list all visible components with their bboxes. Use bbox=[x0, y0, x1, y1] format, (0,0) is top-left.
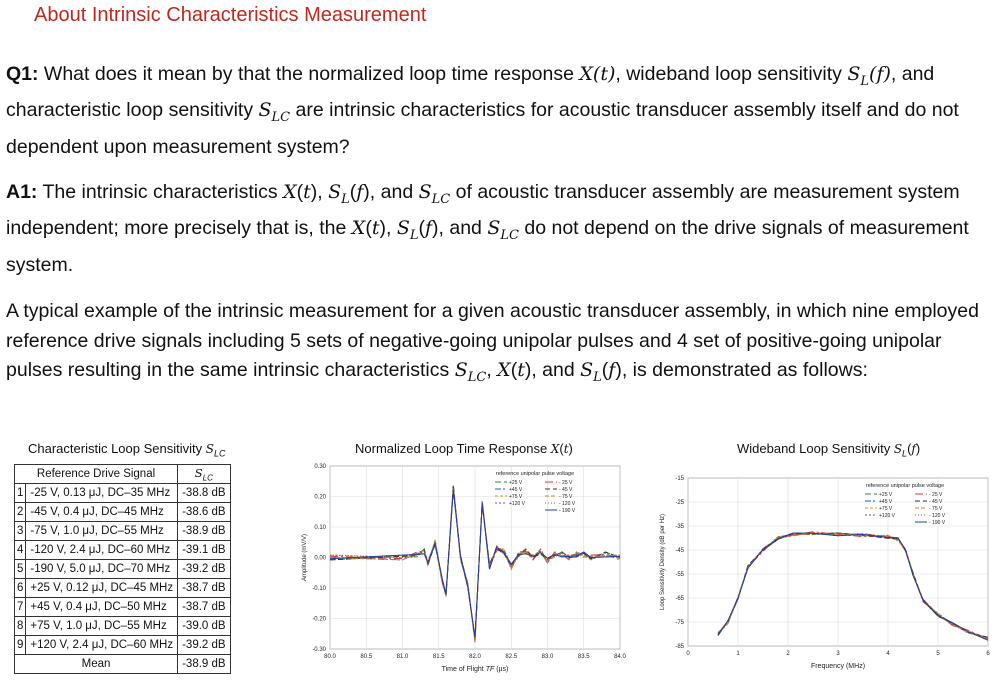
legend-entry: - 190 V bbox=[929, 520, 946, 526]
row-number: 9 bbox=[15, 636, 26, 655]
y-tick-label: -25 bbox=[675, 500, 684, 506]
row-signal: -120 V, 2.4 μJ, DC–60 MHz bbox=[26, 541, 178, 560]
x-tick-label: 84.0 bbox=[614, 654, 626, 660]
row-signal: +120 V, 2.4 μJ, DC–60 MHz bbox=[26, 636, 178, 655]
q1-label: Q1: bbox=[6, 63, 39, 85]
legend-entry: - 25 V bbox=[929, 492, 943, 498]
a1-label: A1: bbox=[6, 181, 38, 203]
legend-entry: - 45 V bbox=[559, 487, 573, 493]
x-axis-label: Time of Flight TF (µs) bbox=[441, 666, 509, 673]
row-value: -39.0 dB bbox=[178, 617, 230, 636]
table-row bbox=[15, 522, 231, 541]
legend-entry: - 120 V bbox=[929, 513, 946, 519]
y-tick-label: -85 bbox=[675, 644, 684, 650]
y-tick-label: -45 bbox=[675, 548, 684, 554]
table-row bbox=[15, 560, 231, 579]
chart2-title: Wideband Loop Sensitivity $S_L(f)$ bbox=[737, 441, 921, 459]
legend-entry: +120 V bbox=[509, 501, 525, 507]
row-signal: +25 V, 0.12 μJ, DC–45 MHz bbox=[26, 579, 178, 598]
x-tick-label: 80.5 bbox=[360, 654, 373, 660]
example-paragraph: A typical example of the intrinsic measurement for a given acoustic transducer assembly, in which nine employed reference drive signals including 5 sets of negative-going unipolar pulses and 4 set of positive-going unipolar pulses resulting in the same intrinsic characteristics $S_{LC}$, X(t), and $S_L(f)$, is demonstrated as follows: bbox=[6, 300, 979, 385]
row-number: 2 bbox=[15, 503, 26, 522]
x-tick-label: 81.0 bbox=[396, 654, 409, 660]
x-tick-label: 83.0 bbox=[541, 654, 554, 660]
x-tick-label: 81.5 bbox=[432, 654, 445, 660]
row-number: 1 bbox=[15, 484, 26, 503]
table-caption: Characteristic Loop Sensitivity $S_{LC}$ bbox=[28, 441, 226, 459]
legend-entry: +45 V bbox=[509, 487, 523, 493]
row-value: -39.2 dB bbox=[178, 636, 230, 655]
x-tick-label: 1 bbox=[736, 651, 740, 657]
legend-entry: +25 V bbox=[509, 480, 523, 486]
row-number: 3 bbox=[15, 522, 26, 541]
header-slc: $S_{LC}$ bbox=[178, 465, 230, 484]
wideband-sensitivity-chart bbox=[650, 458, 1000, 686]
y-tick-label: 0.10 bbox=[314, 525, 326, 531]
x-tick-label: 82.5 bbox=[505, 654, 518, 660]
y-tick-label: 0.00 bbox=[314, 555, 326, 562]
chart1-title: Normalized Loop Time Response X(t) bbox=[355, 441, 573, 456]
y-tick-label: -65 bbox=[675, 596, 684, 602]
table-mean-row bbox=[15, 655, 231, 674]
row-value: -38.9 dB bbox=[178, 522, 230, 541]
x-tick-label: 2 bbox=[786, 651, 790, 657]
header-signal: Reference Drive Signal bbox=[15, 465, 178, 484]
mean-label: Mean bbox=[15, 655, 178, 674]
legend-entry: - 45 V bbox=[929, 499, 943, 505]
x-tick-label: 0 bbox=[686, 651, 690, 657]
y-tick-label: -0.20 bbox=[312, 616, 326, 623]
row-number: 7 bbox=[15, 598, 26, 617]
x-tick-label: 3 bbox=[836, 651, 840, 657]
legend-entry: +120 V bbox=[879, 513, 895, 519]
y-tick-label: -35 bbox=[675, 524, 684, 530]
mean-value: -38.9 dB bbox=[178, 655, 230, 674]
table-row bbox=[15, 484, 231, 503]
row-signal: -25 V, 0.13 μJ, DC–35 MHz bbox=[26, 484, 178, 503]
y-tick-label: -0.10 bbox=[312, 586, 326, 592]
table-row bbox=[15, 541, 231, 560]
row-value: -38.7 dB bbox=[178, 598, 230, 617]
table-header-row bbox=[15, 465, 231, 484]
x-tick-label: 4 bbox=[886, 651, 890, 657]
page-heading: About Intrinsic Characteristics Measurement bbox=[34, 4, 427, 26]
x-tick-label: 80.0 bbox=[324, 654, 336, 660]
x-tick-label: 82.0 bbox=[469, 654, 481, 660]
legend-title: reference unipolar pulse voltage bbox=[865, 483, 945, 489]
y-tick-label: -75 bbox=[675, 620, 684, 626]
legend-entry: - 120 V bbox=[559, 501, 576, 507]
table-row bbox=[15, 579, 231, 598]
row-signal: -190 V, 5.0 μJ, DC–70 MHz bbox=[26, 560, 178, 579]
table-row bbox=[15, 617, 231, 636]
row-value: -39.1 dB bbox=[178, 541, 230, 560]
row-number: 4 bbox=[15, 541, 26, 560]
row-number: 5 bbox=[15, 560, 26, 579]
x-tick-label: 5 bbox=[936, 651, 940, 657]
a1-paragraph: A1: The intrinsic characteristics X(t), $S_L(f)$, and $S_{LC}$ of acoustic transducer assembly are measurement system independent; more precisely that is, the X(t), $S_L(f)$, and $S_{LC}$ do not depend on the drive signals of measurement system. bbox=[6, 181, 969, 276]
x-tick-label: 83.5 bbox=[577, 654, 590, 660]
x-axis-label: Frequency (MHz) bbox=[810, 663, 866, 670]
y-tick-label: -15 bbox=[675, 476, 684, 482]
legend-entry: +25 V bbox=[879, 492, 893, 498]
row-value: -39.2 dB bbox=[178, 560, 230, 579]
legend-entry: - 190 V bbox=[559, 508, 576, 514]
time-response-chart bbox=[285, 458, 645, 686]
table-row bbox=[15, 598, 231, 617]
table-row bbox=[15, 503, 231, 522]
y-tick-label: -0.30 bbox=[312, 647, 326, 653]
row-signal: -45 V, 0.4 μJ, DC–45 MHz bbox=[26, 503, 178, 522]
row-value: -38.6 dB bbox=[178, 503, 230, 522]
legend-entry: - 75 V bbox=[929, 506, 943, 512]
row-signal: -75 V, 1.0 μJ, DC–55 MHz bbox=[26, 522, 178, 541]
row-signal: +75 V, 1.0 μJ, DC–55 MHz bbox=[26, 617, 178, 636]
legend-entry: +45 V bbox=[879, 499, 893, 505]
row-value: -38.7 dB bbox=[178, 579, 230, 598]
table-row bbox=[15, 636, 231, 655]
q1-paragraph: Q1: What does it mean by that the normalized loop time response X(t), wideband loop sensitivity $S_L(f)$, and characteristic loop sensitivity $S_{LC}$ are intrinsic characteristics for acoustic transducer assembly itself and do not dependent upon measurement system? bbox=[6, 63, 959, 158]
y-tick-label: -55 bbox=[675, 572, 684, 578]
x-tick-label: 6 bbox=[986, 651, 990, 657]
row-number: 8 bbox=[15, 617, 26, 636]
legend-title: reference unipolar pulse voltage bbox=[495, 471, 575, 477]
row-signal: +45 V, 0.4 μJ, DC–50 MHz bbox=[26, 598, 178, 617]
row-value: -38.8 dB bbox=[178, 484, 230, 503]
y-tick-label: 0.20 bbox=[314, 494, 326, 501]
legend-entry: - 75 V bbox=[559, 494, 573, 500]
y-axis-label: Amplitude (mV/V) bbox=[302, 533, 308, 582]
legend-entry: +75 V bbox=[879, 506, 893, 512]
reference-signal-table bbox=[14, 464, 231, 674]
row-number: 6 bbox=[15, 579, 26, 598]
legend-entry: - 25 V bbox=[559, 480, 573, 486]
legend-entry: +75 V bbox=[509, 494, 523, 500]
y-axis-label: Loop Sensitivity Density (dB per Hz) bbox=[660, 513, 666, 611]
y-tick-label: 0.30 bbox=[314, 464, 326, 470]
